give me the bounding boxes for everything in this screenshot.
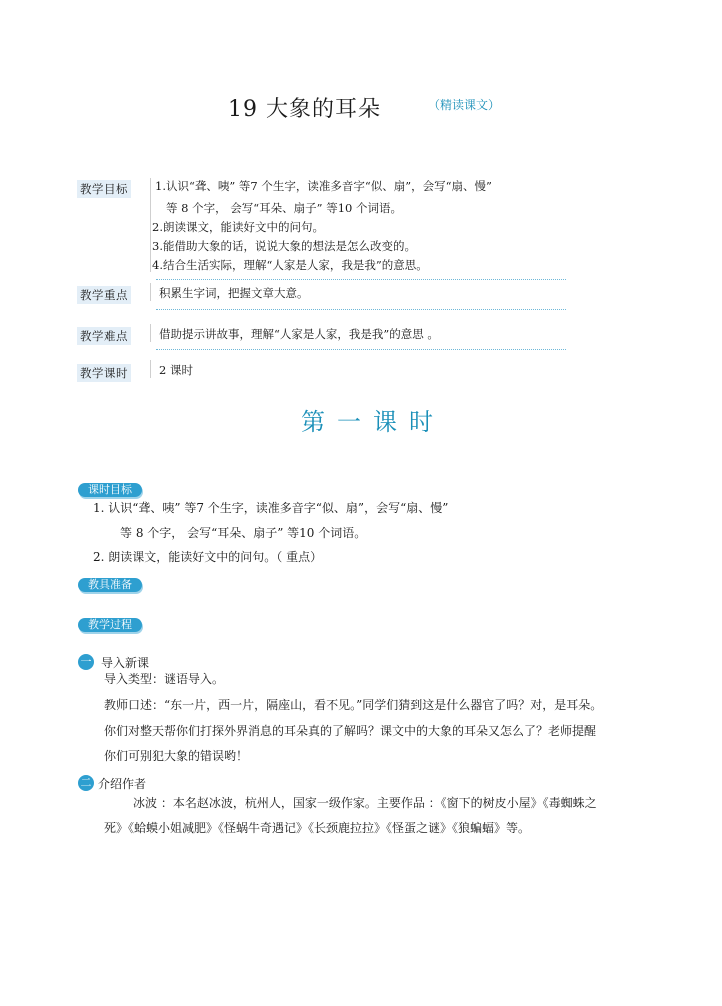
hours-label: 教学课时 (77, 364, 131, 382)
page-subtitle: （精读课文） (428, 98, 501, 112)
part1-line-2: 你们对整天帮你们打探外界消息的耳朵真的了解吗？课文中的大象的耳朵又怎么了？老师提醒 (104, 724, 597, 738)
prep-pill: 教具准备 (78, 578, 142, 592)
part2-number-badge: 二 (78, 775, 94, 791)
class-goal-line-3: 2. 朗读课文，能读好文中的问句。（ 重点） (93, 550, 323, 564)
difficulty-label: 教学难点 (77, 327, 131, 345)
goals-divider (150, 178, 151, 272)
class-goal-line-2: 等 8 个字， 会写“耳朵、扇子” 等10 个词语。 (120, 526, 367, 540)
goal-line-5: 4.结合生活实际，理解“人家是人家，我是我”的意思。 (152, 258, 428, 272)
part1-type-line: 导入类型：谜语导入。 (104, 672, 225, 686)
page-title: 19 大象的耳朵 (228, 97, 381, 122)
key-label: 教学重点 (77, 286, 131, 304)
goals-label: 教学目标 (77, 180, 131, 198)
difficulty-text: 借助提示讲故事，理解“人家是人家，我是我”的意思 。 (159, 327, 439, 341)
part2-title: 介绍作者 (98, 777, 147, 791)
part1-number-badge: 一 (78, 654, 94, 670)
divider-dotted (156, 349, 566, 350)
key-text: 积累生字词，把握文章大意。 (159, 286, 309, 300)
key-divider (150, 283, 151, 301)
part1-line-1: 教师口述：“东一片，西一片，隔座山，看不见。”同学们猜到这是什么器官了吗？对，是耳朵。 (104, 698, 603, 712)
hours-divider (150, 360, 151, 378)
part1-line-3: 你们可别犯大象的错误哟！ (104, 749, 249, 763)
class-goal-line-1: 1. 认识“聋、咦” 等7 个生字，读准多音字“似、扇”，会写“扇、慢” (93, 501, 449, 515)
class-goals-pill: 课时目标 (78, 483, 142, 497)
process-pill: 教学过程 (78, 618, 142, 632)
goal-line-2: 等 8 个字， 会写“耳朵、扇子” 等10 个词语。 (166, 201, 402, 215)
goal-line-4: 3.能借助大象的话，说说大象的想法是怎么改变的。 (152, 239, 416, 253)
divider-dotted (156, 309, 566, 310)
difficulty-divider (150, 324, 151, 342)
part2-line-2: 死》《蛤蟆小姐减肥》《怪蜗牛奇遇记》《长颈鹿拉拉》《怪蛋之谜》《狼蝙蝠》等。 (104, 821, 531, 835)
divider-dotted (156, 279, 566, 280)
part2-line-1: 冰波 ：本名赵冰波，杭州人，国家一级作家。主要作品 ：《窗下的树皮小屋》《毒蜘蛛之 (133, 796, 597, 810)
part1-title: 导入新课 (101, 656, 150, 670)
goal-line-3: 2.朗读课文，能读好文中的问句。 (152, 220, 324, 234)
hours-text: 2 课时 (159, 363, 193, 377)
section-title: 第一课时 (301, 408, 445, 436)
goal-line-1: 1.认识“聋、咦” 等7 个生字，读准多音字“似、扇”，会写“扇、慢” (155, 179, 492, 193)
